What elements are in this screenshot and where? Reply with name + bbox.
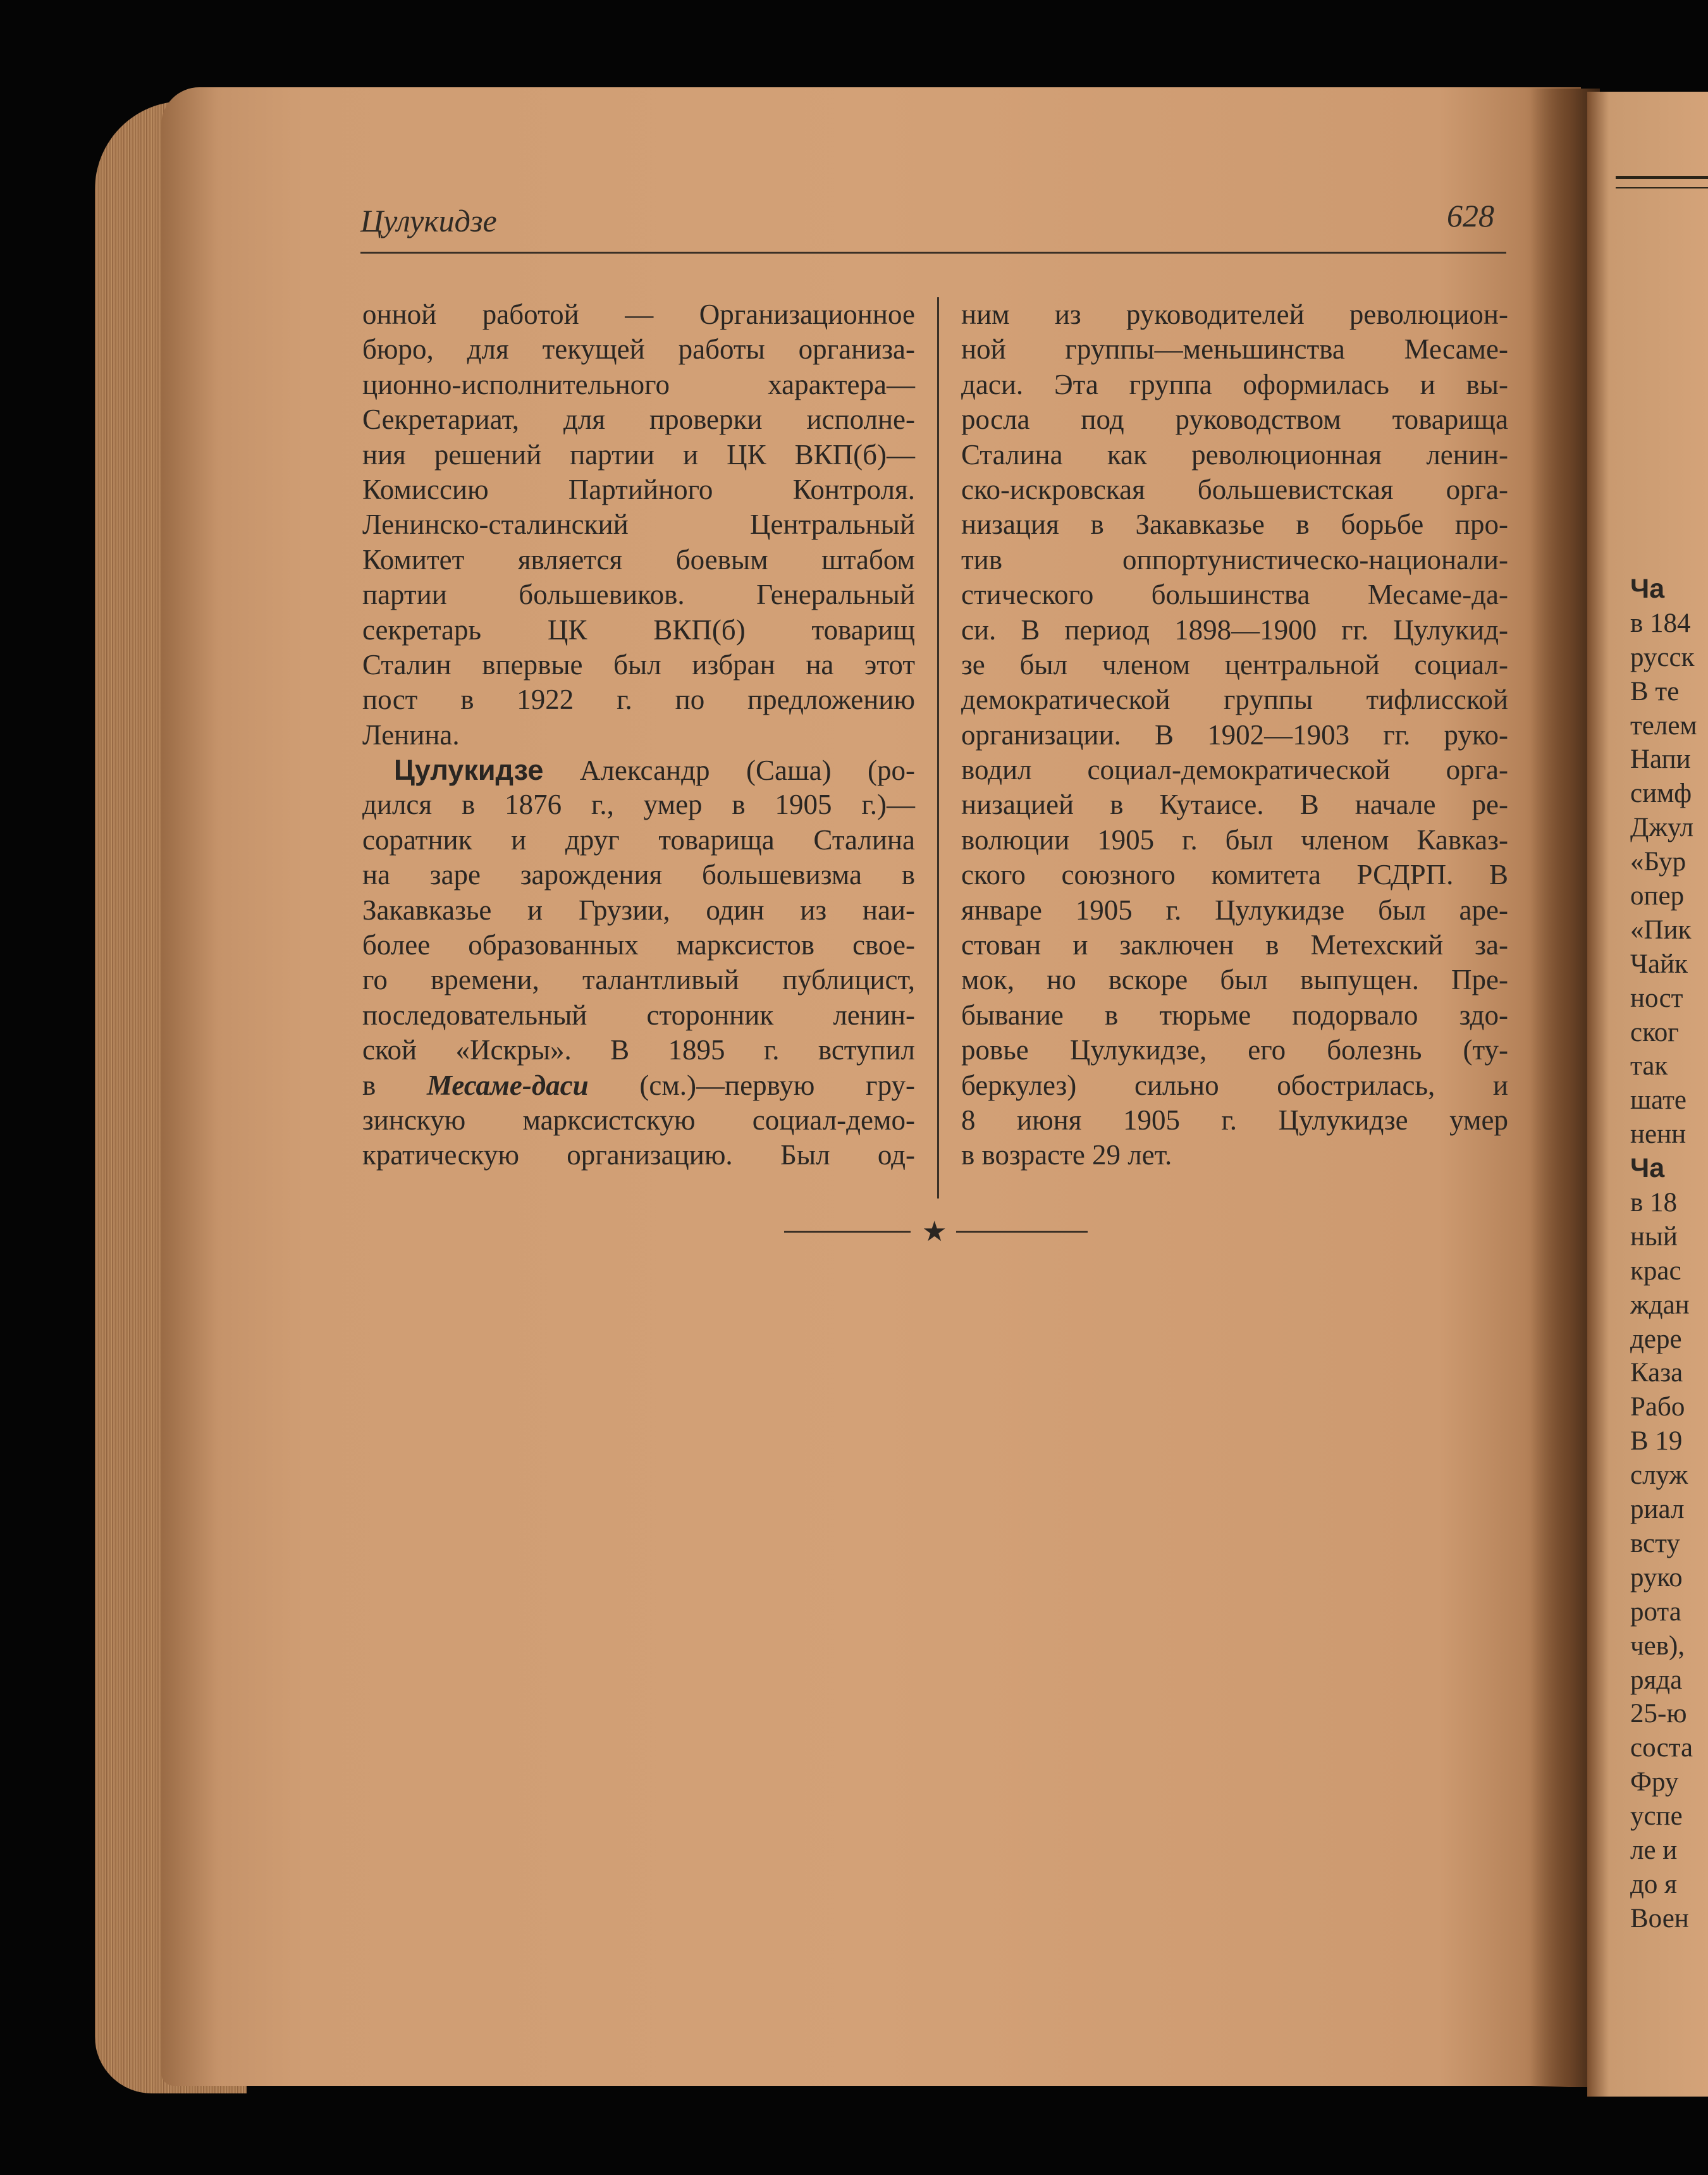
facing-page-text xyxy=(1630,572,1708,1936)
facing-page-line: 25-ю xyxy=(1630,1699,1687,1729)
entry-text xyxy=(362,787,915,1068)
text-line: организации. В 1902—1903 гг. руко- xyxy=(961,718,1508,751)
running-head: Цулукидзе xyxy=(360,203,497,238)
facing-page-line: руко xyxy=(1630,1562,1683,1593)
text-line: Ленина. xyxy=(362,718,460,751)
facing-page-line: шате xyxy=(1630,1085,1686,1116)
left-column xyxy=(362,297,915,1173)
facing-page-line: до я xyxy=(1630,1869,1677,1899)
facing-page-line: русск xyxy=(1630,642,1695,672)
text-line: Ленинско-сталинский Центральный xyxy=(362,508,915,541)
text-line: пост в 1922 г. по предложению xyxy=(362,684,915,716)
facing-page-line: так xyxy=(1630,1051,1668,1081)
text-line: дился в 1876 г., умер в 1905 г.)— xyxy=(362,789,915,821)
text-line: бывание в тюрьме подорвало здо- xyxy=(961,999,1508,1031)
facing-page-line: в 18 xyxy=(1630,1188,1678,1218)
facing-page-head-rule xyxy=(1616,176,1708,179)
text-line: ско-искровская большевистская орга- xyxy=(961,473,1508,505)
text-line: кратическую организацию. Был од- xyxy=(362,1139,915,1171)
column-rule xyxy=(937,297,939,1198)
text-line: го времени, талантливый публицист, xyxy=(362,964,915,996)
facing-page-line: Каза xyxy=(1630,1358,1683,1388)
facing-page-line: Чайк xyxy=(1630,949,1688,979)
text-line: бюро, для текущей работы организа- xyxy=(362,333,915,366)
header-rule xyxy=(360,252,1506,254)
text-line: январе 1905 г. Цулукидзе был аре- xyxy=(961,894,1508,926)
facing-page-line: «Пик xyxy=(1630,915,1692,945)
left-column-text xyxy=(362,297,915,753)
text-line: ского союзного комитета РСДРП. В xyxy=(961,859,1508,891)
facing-page-line: крас xyxy=(1630,1255,1681,1286)
text-line: соратник и друг товарища Сталина xyxy=(362,823,915,856)
right-column xyxy=(961,297,1508,1173)
section-end-ornament xyxy=(784,1214,1088,1250)
text-line: низация в Закавказье в борьбе про- xyxy=(961,508,1508,541)
text-line: зинскую марксистскую социал-демо- xyxy=(362,1104,915,1136)
text-line: ской «Искры». В 1895 г. вступил xyxy=(362,1034,915,1066)
text-line: Закавказье и Грузии, один из наи- xyxy=(362,894,915,926)
text-line: 8 июня 1905 г. Цулукидзе умер xyxy=(961,1104,1508,1136)
facing-page-head-rule-thin xyxy=(1616,187,1708,188)
facing-page-line: Рабо xyxy=(1630,1392,1685,1422)
facing-page-line: чев), xyxy=(1630,1630,1685,1661)
entry-headword: Цулукидзе xyxy=(394,754,544,787)
text-line: демократической группы тифлисской xyxy=(961,684,1508,716)
text-line: волюции 1905 г. был членом Кавказ- xyxy=(961,823,1508,856)
text-line: более образованных марксистов свое- xyxy=(362,929,915,961)
facing-page-line: Ча xyxy=(1630,1153,1665,1184)
facing-page-line: в 184 xyxy=(1630,608,1691,638)
facing-page-line: Фру xyxy=(1630,1767,1679,1797)
facing-page-line: риал xyxy=(1630,1494,1685,1525)
entry-ref-prefix: в xyxy=(362,1069,427,1101)
facing-page-line: Напи xyxy=(1630,744,1691,775)
facing-page-line: ряда xyxy=(1630,1665,1683,1695)
text-line: партии большевиков. Генеральный xyxy=(362,579,915,611)
facing-page-line: ный xyxy=(1630,1221,1678,1252)
facing-page-line: ненн xyxy=(1630,1119,1686,1150)
star-icon: ★ xyxy=(922,1216,947,1248)
text-line: Сталина как революционная ленин- xyxy=(961,438,1508,471)
facing-page-line: опер xyxy=(1630,881,1685,911)
facing-page-line: ност xyxy=(1630,983,1683,1013)
facing-page-line: служ xyxy=(1630,1460,1688,1491)
facing-page-line: Ча xyxy=(1630,574,1665,604)
text-line: ним из руководителей революцион- xyxy=(961,299,1508,330)
facing-page-line: Джул xyxy=(1630,813,1694,843)
facing-page-line: соста xyxy=(1630,1733,1693,1763)
ornament-line-right xyxy=(956,1231,1088,1233)
text-line: низацией в Кутаисе. В начале ре- xyxy=(961,789,1508,821)
text-line: Комиссию Партийного Контроля. xyxy=(362,473,915,505)
page-number: 628 xyxy=(1447,198,1494,233)
text-line: онной работой — Организационное xyxy=(362,299,915,330)
text-line: на заре зарождения большевизма в xyxy=(362,859,915,891)
text-line: тив оппортунистическо-национали- xyxy=(961,543,1508,576)
facing-page-line: ског xyxy=(1630,1017,1679,1047)
entry-cross-reference: Месаме-даси xyxy=(426,1069,589,1101)
facing-page-line: ле и xyxy=(1630,1835,1678,1865)
text-line: си. В период 1898—1900 гг. Цулукид- xyxy=(961,613,1508,646)
facing-page-line: телем xyxy=(1630,710,1697,741)
ornament-line-left xyxy=(784,1231,911,1233)
text-line: стован и заключен в Метехский за- xyxy=(961,929,1508,961)
entry-ref-suffix: (см.)—первую гру- xyxy=(588,1069,915,1101)
text-line: Секретариат, для проверки исполне- xyxy=(362,404,915,436)
text-line: даси. Эта группа оформилась и вы- xyxy=(961,368,1508,400)
text-line: ния решений партии и ЦК ВКП(б)— xyxy=(362,438,915,471)
entry-first-line xyxy=(362,753,915,787)
facing-page-line: Воен xyxy=(1630,1903,1689,1933)
text-line: в возрасте 29 лет. xyxy=(961,1139,1172,1171)
facing-page-line: ждан xyxy=(1630,1290,1690,1320)
facing-page-line: дере xyxy=(1630,1324,1682,1354)
text-line: секретарь ЦК ВКП(б) товарищ xyxy=(362,613,915,646)
text-line: стического большинства Месаме-да- xyxy=(961,579,1508,611)
text-line: ционно-исполнительного характера— xyxy=(362,368,915,400)
facing-page-line: симф xyxy=(1630,779,1692,809)
facing-page-line: «Бур xyxy=(1630,847,1686,877)
entry-first-line-rest: Александр (Саша) (ро- xyxy=(543,755,915,787)
text-line: зе был членом центральной социал- xyxy=(961,648,1508,681)
text-line: Сталин впервые был избран на этот xyxy=(362,648,915,681)
right-column-text xyxy=(961,297,1508,1173)
text-line: Комитет является боевым штабом xyxy=(362,543,915,576)
text-line: беркулез) сильно обострилась, и xyxy=(961,1069,1508,1101)
text-line: ровье Цулукидзе, его болезнь (ту- xyxy=(961,1034,1508,1066)
facing-page-line: В те xyxy=(1630,676,1680,706)
text-line: водил социал-демократической орга- xyxy=(961,754,1508,786)
text-line: росла под руководством товарища xyxy=(961,404,1508,436)
text-line: последовательный сторонник ленин- xyxy=(362,999,915,1031)
facing-page-line: В 19 xyxy=(1630,1426,1683,1457)
text-line: ной группы—меньшинства Месаме- xyxy=(961,333,1508,366)
entry-reference-line xyxy=(362,1068,915,1103)
text-line: мок, но вскоре был выпущен. Пре- xyxy=(961,964,1508,996)
facing-page-line: всту xyxy=(1630,1528,1680,1558)
facing-page-line: рота xyxy=(1630,1596,1681,1627)
entry-text-tail xyxy=(362,1103,915,1173)
facing-page-line: успе xyxy=(1630,1801,1683,1832)
